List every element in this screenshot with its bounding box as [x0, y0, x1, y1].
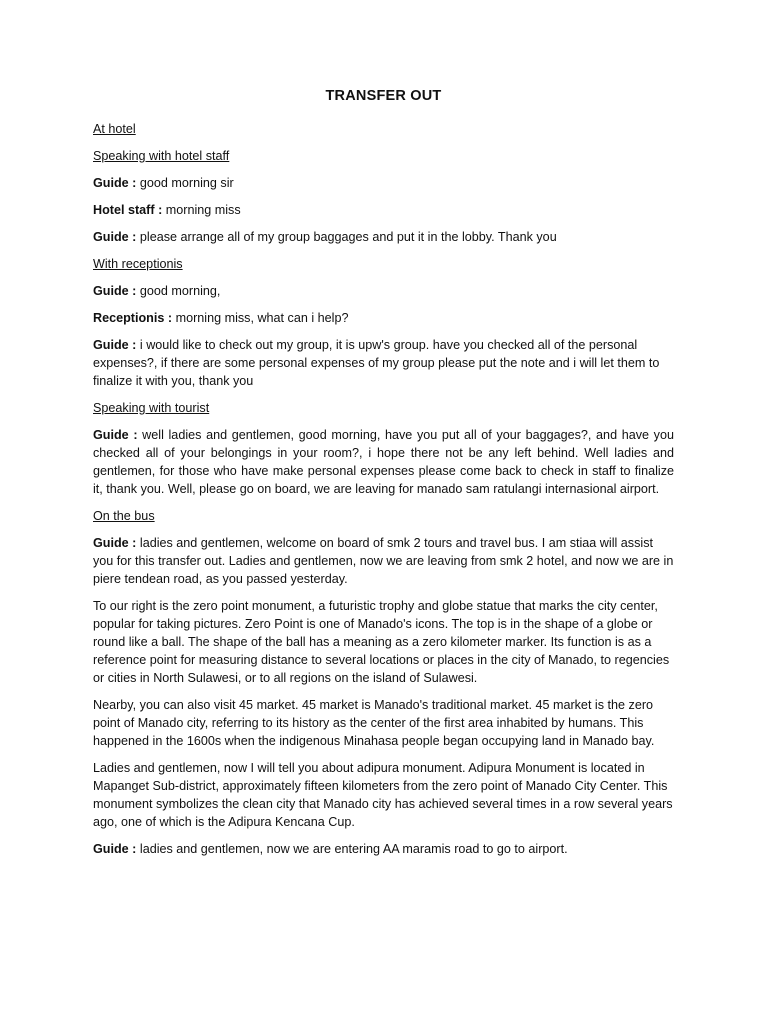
dialogue-line: [93, 282, 674, 300]
dialogue-text: well ladies and gentlemen, good morning, have you put all of your baggages?, and have you checked all of your belongings in your room?, i hope there not be any left behind. Well ladies and gentlemen, for those who have make personal expenses please come back to check in staff to finalize it, thank you. Well, please go on board, we are leaving for manado sam ratulangi internasional airport.: [93, 428, 674, 496]
section-heading-tourist: Speaking with tourist: [93, 401, 210, 415]
dialogue-line: [93, 201, 674, 219]
dialogue-text: ladies and gentlemen, now we are entering AA maramis road to go to airport.: [139, 842, 568, 856]
speaker-label: Guide :: [93, 338, 140, 352]
paragraph-market-45: Nearby, you can also visit 45 market. 45 market is Manado's traditional market. 45 market is the zero point of Manado city, referring to its history as the center of the first area inhabited by humans. This happened in the 1600s when the indigenous Minahasa people began occupying land in Manado bay.: [93, 698, 655, 748]
dialogue-line: [93, 174, 674, 192]
speaker-label: Receptionis :: [93, 311, 176, 325]
dialogue-line: [93, 309, 674, 327]
dialogue-line: [93, 426, 674, 498]
dialogue-text: please arrange all of my group baggages and put it in the lobby. Thank you: [139, 230, 557, 244]
speaker-label: Guide :: [93, 176, 140, 190]
section-heading-at-hotel: At hotel: [93, 122, 136, 136]
dialogue-text: morning miss: [165, 203, 241, 217]
speaker-label: Guide :: [93, 284, 140, 298]
dialogue-line: [93, 840, 674, 858]
speaker-label: Guide :: [93, 536, 140, 550]
speaker-label: Guide :: [93, 428, 143, 442]
paragraph-adipura: Ladies and gentlemen, now I will tell you about adipura monument. Adipura Monument is located in Mapanget Sub-district, approximately fifteen kilometers from the zero point of Manado City Center. This monument symbolizes the clean city that Manado city has achieved several times in a row several years ago, one of which is the Adipura Kencana Cup.: [93, 761, 673, 829]
document-title: TRANSFER OUT: [325, 88, 442, 104]
speaker-label: Hotel staff :: [93, 203, 166, 217]
speaker-label: Guide :: [93, 230, 140, 244]
dialogue-text: morning miss, what can i help?: [175, 311, 349, 325]
dialogue-line: [93, 534, 674, 588]
dialogue-line: [93, 228, 674, 246]
dialogue-line: [93, 336, 674, 390]
section-heading-hotel-staff: Speaking with hotel staff: [93, 149, 230, 163]
section-heading-receptionis: With receptionis: [93, 257, 183, 271]
speaker-label: Guide :: [93, 842, 140, 856]
dialogue-text: good morning sir: [139, 176, 234, 190]
paragraph-zero-point: To our right is the zero point monument, a futuristic trophy and globe statue that marks the city center, popular for taking pictures. Zero Point is one of Manado's icons. The top is in the shape of a globe or round like a ball. The shape of the ball has a meaning as a zero kilometer marker. Its function is as a reference point for measuring distance to several locations or places in the city of Manado, to regencies or cities in North Sulawesi, or to all regions on the island of Sulawesi.: [93, 599, 670, 685]
dialogue-text: i would like to check out my group, it is upw's group. have you checked all of the personal expenses?, if there are some personal expenses of my group please put the note and i will let them to finalize it with you, thank you: [93, 338, 660, 388]
dialogue-text: good morning,: [139, 284, 221, 298]
dialogue-text: ladies and gentlemen, welcome on board of smk 2 tours and travel bus. I am stiaa will assist you for this transfer out. Ladies and gentlemen, now we are leaving from smk 2 hotel, and now we are in piere tendean road, as you passed yesterday.: [93, 536, 674, 586]
section-heading-on-bus: On the bus: [93, 509, 155, 523]
